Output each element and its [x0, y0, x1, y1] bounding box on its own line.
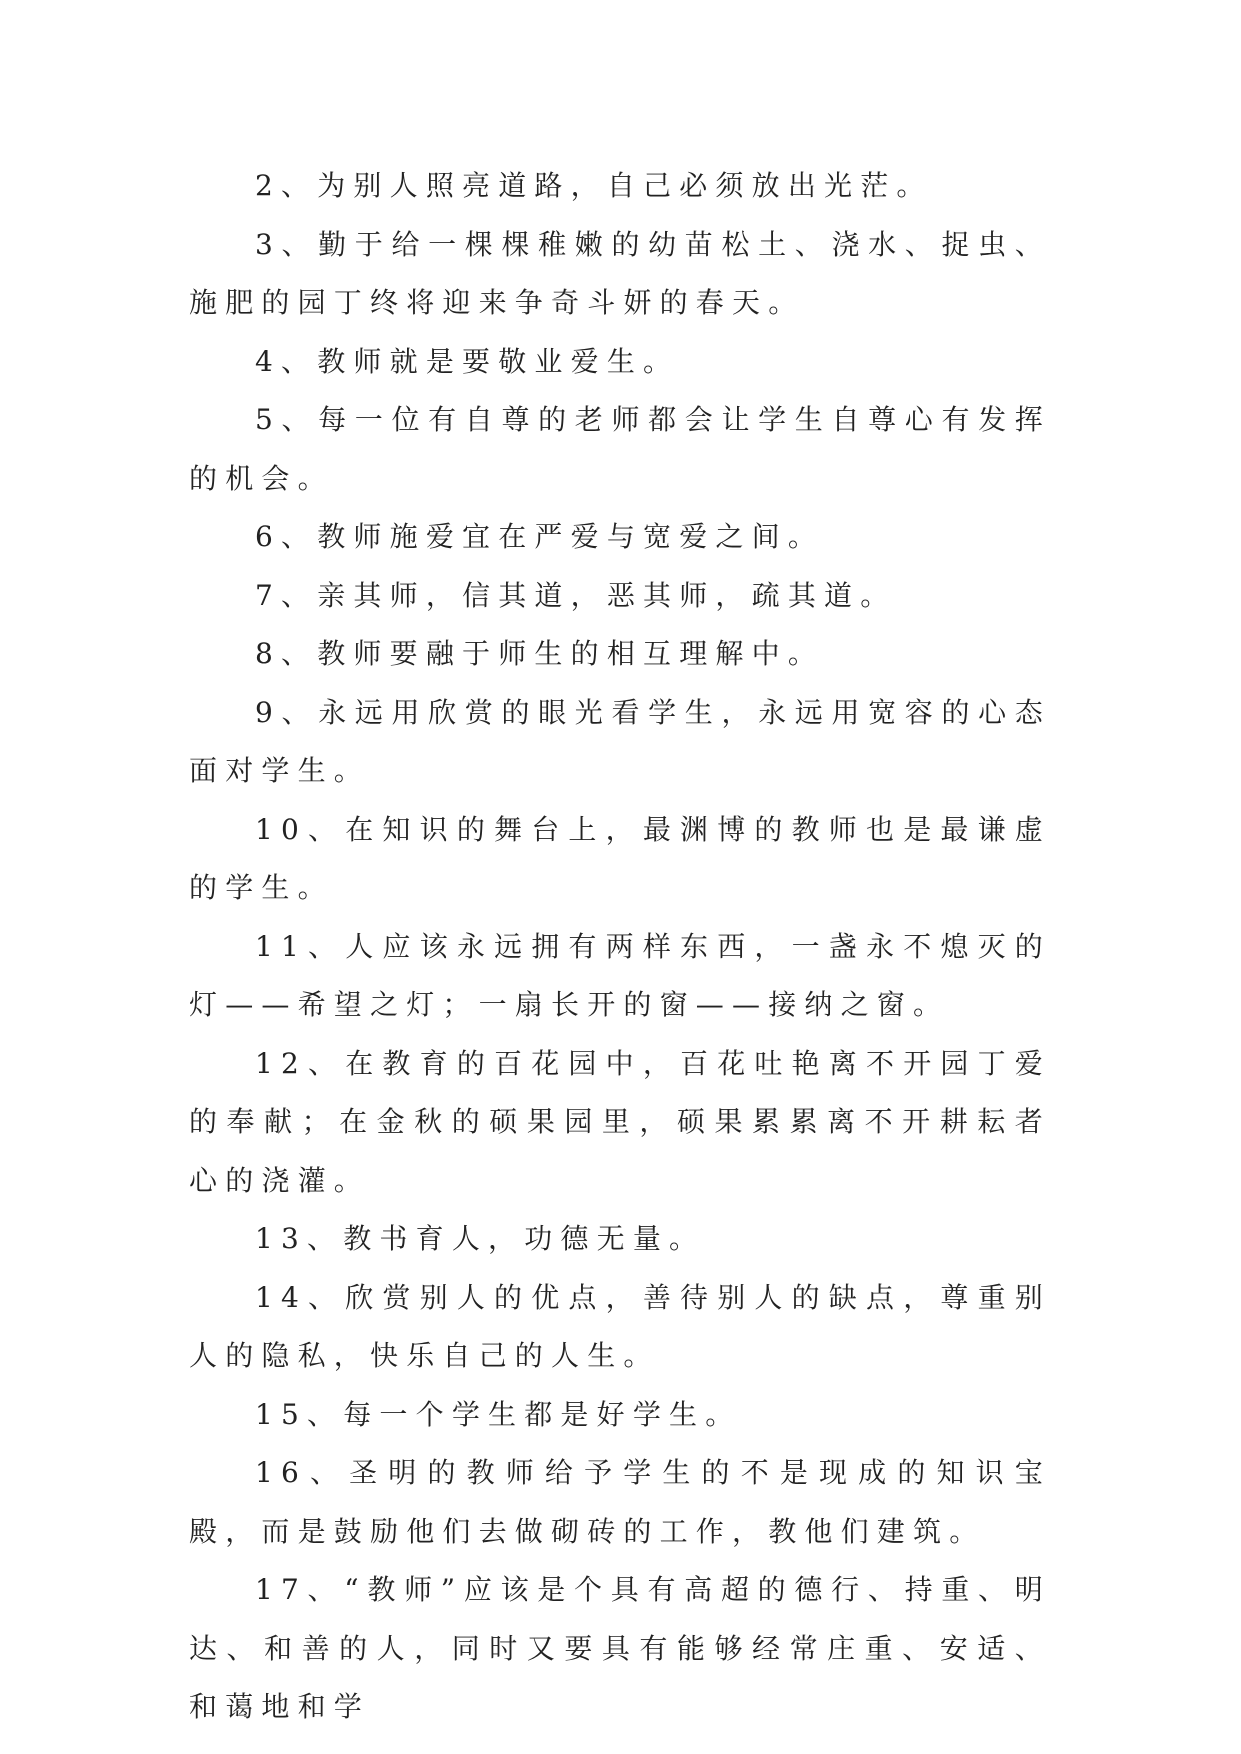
paragraph-11: 11、人应该永远拥有两样东西，一盏永不熄灭的灯——希望之灯；一扇长开的窗——接纳之窗。 [189, 929, 1051, 1021]
paragraph-3: 3、勤于给一棵棵稚嫩的幼苗松土、浇水、捉虫、施肥的园丁终将迎来争奇斗妍的春天。 [189, 227, 1051, 319]
paragraph-16: 16、圣明的教师给予学生的不是现成的知识宝殿，而是鼓励他们去做砌砖的工作，教他们建筑。 [189, 1456, 1051, 1548]
paragraph-15: 15、每一个学生都是好学生。 [255, 1397, 742, 1431]
paragraph-17: 17、“教师”应该是个具有高超的德行、持重、明达、和善的人，同时又要具有能够经常庄重、安适、和蔼地和学 [189, 1573, 1051, 1723]
paragraph-14: 14、欣赏别人的优点，善待别人的缺点，尊重别人的隐私，快乐自己的人生。 [189, 1280, 1051, 1372]
paragraph-10: 10、在知识的舞台上，最渊博的教师也是最谦虚的学生。 [189, 812, 1051, 904]
paragraph-8: 8、教师要融于师生的相互理解中。 [255, 637, 825, 670]
paragraph-2: 2、为别人照亮道路，自己必须放出光茫。 [255, 169, 933, 202]
paragraph-9: 9、永远用欣赏的眼光看学生，永远用宽容的心态面对学生。 [189, 695, 1051, 787]
paragraph-13: 13、教书育人，功德无量。 [255, 1222, 706, 1255]
paragraph-5: 5、每一位有自尊的老师都会让学生自尊心有发挥的机会。 [189, 403, 1051, 495]
paragraph-12: 12、在教育的百花园中，百花吐艳离不开园丁爱的奉献；在金秋的硕果园里，硕果累累离不开耕耘者心的浇灌。 [189, 1046, 1051, 1197]
paragraph-4: 4、教师就是要敬业爱生。 [255, 344, 680, 378]
paragraph-7: 7、亲其师，信其道，恶其师，疏其道。 [255, 578, 897, 612]
document-body [189, 157, 1051, 1737]
paragraph-6: 6、教师施爱宜在严爱与宽爱之间。 [255, 520, 825, 553]
